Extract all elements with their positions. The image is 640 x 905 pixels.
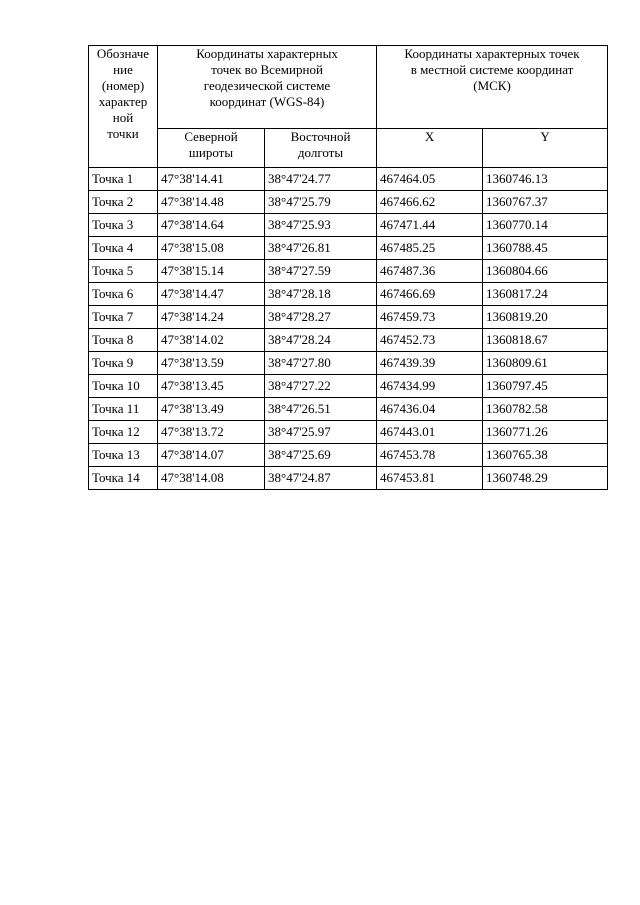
cell-latitude: 47°38'14.41: [158, 168, 265, 191]
table-body: [89, 168, 608, 490]
table-row: [89, 375, 608, 398]
header-longitude: [265, 129, 377, 168]
cell-longitude: 38°47'28.18: [265, 283, 377, 306]
cell-point-name: Точка 4: [89, 237, 158, 260]
header-line: Координаты характерных: [196, 46, 338, 61]
header-point-designation: [89, 46, 158, 168]
cell-point-name: Точка 7: [89, 306, 158, 329]
cell-x: 467439.39: [377, 352, 483, 375]
cell-longitude: 38°47'27.59: [265, 260, 377, 283]
table-row: [89, 467, 608, 490]
cell-x: 467443.01: [377, 421, 483, 444]
header-y: Y: [483, 129, 608, 168]
table-row: [89, 306, 608, 329]
cell-y: 1360797.45: [483, 375, 608, 398]
table-row: [89, 237, 608, 260]
cell-point-name: Точка 8: [89, 329, 158, 352]
header-x: X: [377, 129, 483, 168]
header-line: точки: [107, 126, 139, 141]
cell-latitude: 47°38'13.72: [158, 421, 265, 444]
header-line: Обозначе: [96, 46, 150, 61]
cell-longitude: 38°47'26.81: [265, 237, 377, 260]
cell-y: 1360817.24: [483, 283, 608, 306]
cell-latitude: 47°38'14.24: [158, 306, 265, 329]
cell-y: 1360746.13: [483, 168, 608, 191]
cell-y: 1360788.45: [483, 237, 608, 260]
table-row: [89, 168, 608, 191]
cell-longitude: 38°47'24.77: [265, 168, 377, 191]
cell-longitude: 38°47'28.27: [265, 306, 377, 329]
cell-x: 467452.73: [377, 329, 483, 352]
header-row-sub: [89, 129, 608, 168]
cell-x: 467453.81: [377, 467, 483, 490]
cell-x: 467464.05: [377, 168, 483, 191]
cell-point-name: Точка 5: [89, 260, 158, 283]
header-line: ной: [112, 110, 134, 125]
header-line: (номер): [101, 78, 145, 93]
header-line: широты: [188, 145, 234, 160]
table-row: [89, 260, 608, 283]
cell-latitude: 47°38'14.48: [158, 191, 265, 214]
header-line: Координаты характерных точек: [404, 46, 580, 61]
cell-y: 1360819.20: [483, 306, 608, 329]
cell-x: 467466.62: [377, 191, 483, 214]
cell-longitude: 38°47'26.51: [265, 398, 377, 421]
cell-y: 1360818.67: [483, 329, 608, 352]
cell-point-name: Точка 12: [89, 421, 158, 444]
table-row: [89, 214, 608, 237]
cell-y: 1360767.37: [483, 191, 608, 214]
cell-latitude: 47°38'14.64: [158, 214, 265, 237]
header-line: Северной: [184, 129, 238, 144]
header-line: характер: [98, 94, 148, 109]
cell-longitude: 38°47'25.79: [265, 191, 377, 214]
cell-y: 1360782.58: [483, 398, 608, 421]
header-line: долготы: [297, 145, 344, 160]
header-row-top: [89, 46, 608, 129]
table-row: [89, 352, 608, 375]
cell-x: 467485.25: [377, 237, 483, 260]
cell-latitude: 47°38'13.49: [158, 398, 265, 421]
table-row: [89, 421, 608, 444]
cell-y: 1360804.66: [483, 260, 608, 283]
cell-y: 1360809.61: [483, 352, 608, 375]
cell-latitude: 47°38'13.59: [158, 352, 265, 375]
cell-point-name: Точка 1: [89, 168, 158, 191]
cell-y: 1360765.38: [483, 444, 608, 467]
cell-latitude: 47°38'15.08: [158, 237, 265, 260]
cell-y: 1360771.26: [483, 421, 608, 444]
cell-y: 1360748.29: [483, 467, 608, 490]
cell-point-name: Точка 11: [89, 398, 158, 421]
header-line: в местной системе координат: [410, 62, 574, 77]
cell-x: 467434.99: [377, 375, 483, 398]
cell-latitude: 47°38'14.47: [158, 283, 265, 306]
header-wgs84-group: [158, 46, 377, 129]
header-line: ние: [113, 62, 133, 77]
cell-point-name: Точка 13: [89, 444, 158, 467]
cell-point-name: Точка 3: [89, 214, 158, 237]
cell-x: 467453.78: [377, 444, 483, 467]
table-row: [89, 283, 608, 306]
header-line: Восточной: [290, 129, 351, 144]
header-latitude: [158, 129, 265, 168]
cell-longitude: 38°47'28.24: [265, 329, 377, 352]
cell-longitude: 38°47'24.87: [265, 467, 377, 490]
cell-longitude: 38°47'27.80: [265, 352, 377, 375]
cell-point-name: Точка 10: [89, 375, 158, 398]
cell-x: 467471.44: [377, 214, 483, 237]
table-row: [89, 444, 608, 467]
cell-latitude: 47°38'14.02: [158, 329, 265, 352]
header-line: точек во Всемирной: [211, 62, 323, 77]
cell-point-name: Точка 14: [89, 467, 158, 490]
header-line: геодезической системе: [203, 78, 331, 93]
cell-point-name: Точка 6: [89, 283, 158, 306]
table-row: [89, 329, 608, 352]
cell-point-name: Точка 2: [89, 191, 158, 214]
cell-longitude: 38°47'27.22: [265, 375, 377, 398]
cell-latitude: 47°38'15.14: [158, 260, 265, 283]
cell-longitude: 38°47'25.93: [265, 214, 377, 237]
cell-latitude: 47°38'14.08: [158, 467, 265, 490]
cell-point-name: Точка 9: [89, 352, 158, 375]
cell-longitude: 38°47'25.69: [265, 444, 377, 467]
cell-x: 467459.73: [377, 306, 483, 329]
cell-latitude: 47°38'14.07: [158, 444, 265, 467]
header-line: (МСК): [473, 78, 511, 93]
table-row: [89, 191, 608, 214]
cell-x: 467436.04: [377, 398, 483, 421]
table-header: [89, 46, 608, 168]
cell-latitude: 47°38'13.45: [158, 375, 265, 398]
header-msk-group: [377, 46, 608, 129]
header-line: координат (WGS-84): [209, 94, 325, 109]
cell-y: 1360770.14: [483, 214, 608, 237]
coordinates-table: [88, 45, 608, 490]
cell-x: 467466.69: [377, 283, 483, 306]
table-row: [89, 398, 608, 421]
cell-x: 467487.36: [377, 260, 483, 283]
cell-longitude: 38°47'25.97: [265, 421, 377, 444]
